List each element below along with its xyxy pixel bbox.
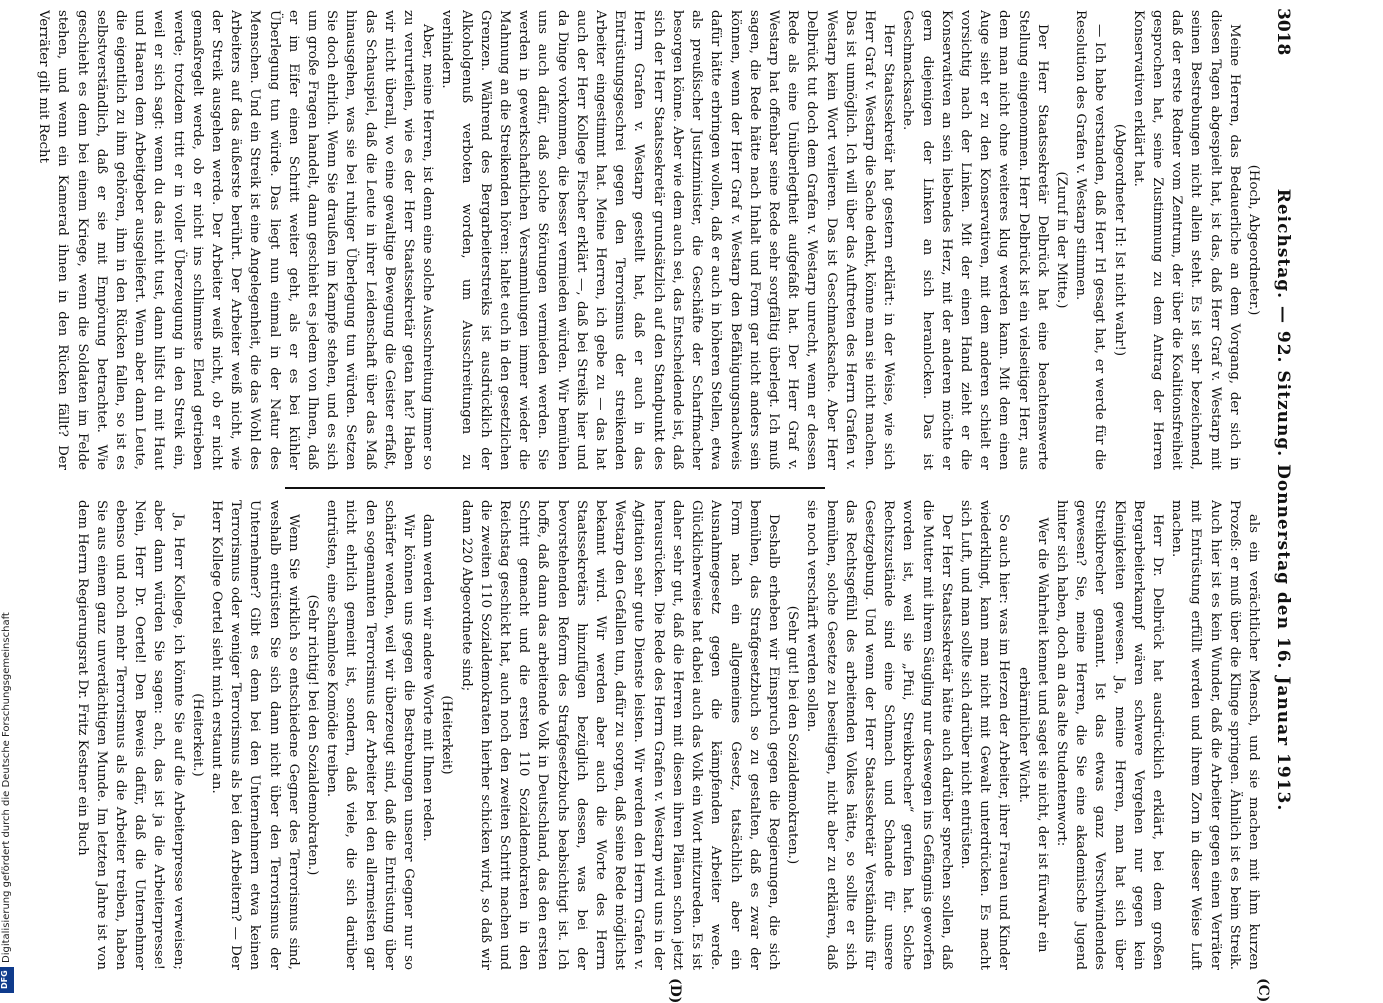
interjection: (Sehr richtig! bei den Sozialdemokraten.): [305, 594, 321, 876]
paragraph: Meine Herren, das Bedauerliche an dem Vorgang, der sich in diesen Tagen abgespielt hat, ist das, daß Herr Graf v. Westarp mit seinen Bestrebungen nicht allein steht. Es ist sehr bezeichnend, daß der erste Redner vom Zentrum, der über die Koalitionsfreiheit gesprochen hat, seine Zustimmung zu dem Antrag der Herren Konservativen erklärt hat.: [1130, 10, 1242, 470]
dfg-logo-text: DFG: [0, 970, 9, 989]
right-column: [10, 500, 1263, 970]
verse: Wer die Wahrheit kennet und saget sie nicht, der ist fürwahr ein erbärmlicher Wicht.: [1015, 517, 1050, 953]
digitization-footer: Digitalisierung gefördert durch die Deutsche Forschungsgemeinschaft DFG: [0, 600, 14, 995]
paragraph: Der Herr Staatssekretär hätte auch darüber sprechen sollen, daß die Mutter mit ihrem Säugling nur deswegen ins Gefängnis geworfen worden ist, weil sie „Pfui, Streikbrecher“ gerufen hat. Solche Rechtszustände sind eine Schmach und Schande für unsere Gesetzgebung. Und wenn der Herr Staatssekretär Verständnis für das Rechtsgefühl des arbeitenden Volkes hätte, so sollte er sich bemühen, solche Gesetze zu beseitigen, nicht aber zu erklären, daß sie noch verschärft werden sollen.: [804, 500, 954, 970]
paragraph: Wenn Sie wirklich so entschiedene Gegner des Terrorismus sind, weshalb entrüsten Sie sich dann nicht über den Terrorismus der Unternehmer? Gibt es denn bei den Unternehmern etwa keinen Terrorismus oder weniger Terrorismus als bei den Arbeitern? — Der Herr Kollege Oertel sieht mich erstaunt an.: [209, 500, 301, 970]
paragraph: Herr Dr. Delbrück hat ausdrücklich erklärt, bei dem großen Bergarbeiterkampf wären schwere Vergehen nur gegen kein Kleinigkeiten gewesen. Ja, meine Herren, man hat sich über Streikbrecher genannt. Ist das etwas ganz Verschwindendes gewesen? Sie, meine Herren, die Sie eine akademische Jugend hinter sich haben, doch an das alte Studentenwort:: [1053, 500, 1165, 970]
running-title: Reichstag. — 92. Sitzung. Donnerstag den 16. Januar 1913.: [1273, 188, 1293, 812]
paragraph: Der Herr Staatssekretär Delbrück hat eine beachtenswerte Stellung eingenommen. Herr Delbrück ist ein vielseitiger Herr, aus dem man nicht ohne weiteres klug werden kann. Mit dem einen Auge sieht er zu den Konservativen, mit dem anderen schielt er vorsichtig nach der Linken. Mit der einen Hand zieht er die Konservativen an sein liebendes Herz, mit der anderen möchte er gern diejenigen der Linken an sich heranlocken. Das ist Geschmacksache.: [900, 10, 1050, 470]
interjection: (Heiterkeit): [439, 695, 455, 775]
paragraph: als ein verächtlicher Mensch, und sie machen mit ihm kurzen Prozeß: er muß über die Klinge springen. Ähnlich ist es beim Streik. Auch hier ist es kein Wunder, daß die Arbeiter gegen einen Verräter mit Entrüstung erfüllt werden und ihrem Zorn in dieser Weise Luft machen.: [1169, 500, 1261, 970]
speaker-line: (Hoch, Abgeordneter.): [1246, 164, 1261, 316]
paragraph: Herr Staatssekretär hat gestern erklärt: in der Weise, wie sich Herr Graf v. Westarp die Sache denkt, könne man sie nicht machen. Das ist unmöglich. Ich will über das Auftreten des Herrn Grafen v. Westarp kein Wort verlieren. Das ist Geschmacksache. Aber Herr Delbrück tut doch dem Grafen v. Westarp unrecht, wenn er dessen Rede als eine Unüberlegtheit aufgefaßt hat. Der Herr Graf v. Westarp hat offenbar seine Rede sehr sorgfältig überlegt. Ich muß sagen, die Rede hätte nach Inhalt und Form gar nicht anders sein können, wenn der Herr Graf v. Westarp den Befähigungsnachweis dafür hätte erbringen wollen, daß er auch in höheren Stellen, etwa als preußischer Justizminister, die Geschäfte der Scharfmacher besorgen könne. Aber wie dem auch sei, das Entscheidende ist, daß sich der Herr Staatssekretär grundsätzlich auf den Standpunkt des Herrn Grafen v. Westarp gestellt hat, daß er auch in das Entrüstungsgeschrei gegen den Terrorismus der streikenden Arbeiter eingestimmt hat. Meine Herren, ich gebe zu — das hat auch der Herr Kollege Fischer erklärt —, daß bei Streiks hier und da Dinge vorkommen, die besser vermieden würden. Wir bemühen uns auch dafür, daß solche Störungen vermieden werden. Sie werden in gewerkschaftlichen Versammlungen immer wieder die Mahnung an die Streikenden hören: haltet euch in den gesetzlichen Grenzen. Während des Bergarbeiterstreiks ist ausdrücklich der Alkoholgenuß verboten worden, um Ausschreitungen zu verhindern.: [439, 10, 897, 470]
left-column: [10, 10, 1263, 470]
dfg-logo-icon: [0, 967, 14, 993]
page-header: [1267, 8, 1297, 992]
paragraph: So auch hier: was im Herzen der Arbeiter, ihrer Frauen und Kinder wiederklingt, kann man nicht mit Gewalt unterdrücken. Es macht sich Luft, und man sollte sich darüber nicht entrüsten.: [957, 500, 1012, 970]
page-number: 3018: [1273, 8, 1293, 56]
paragraph: Deshalb erheben wir Einspruch gegen die Regierungen, die sich bemühen, das Strafgesetzbuch so zu gestalten, daß es zwar der Form nach ein allgemeines Gesetz, tatsächlich aber ein Ausnahmegesetz gegen die kämpfenden Arbeiter werde. Glücklicherweise hat dabei auch das Volk ein Wort mitzureden. Es ist daher sehr gut, daß die Herren mit diesen ihren Plänen schon jetzt herausrücken. Die Rede des Herrn Grafen v. Westarp wird uns in der Agitation sehr gute Dienste leisten. Wir werden den Herrn Grafen v. Westarp den Gefallen tun, dafür zu sorgen, daß seine Rede möglichst bekannt wird. Wir werden aber auch die Worte des Herrn Staatssekretärs hinzufügen bezüglich dessen, was bei der bevorstehenden Reform des Strafgesetzbuchs beabsichtigt ist. Ich hoffe, daß dann das arbeitende Volk in Deutschland, das den ersten Schritt gemacht und die ersten 110 Sozialdemokraten in den Reichstag geschickt hat, auch noch den zweiten Schritt machen und die zweiten 110 Sozialdemokraten hierher schicken wird, so daß wir dann 220 Abgeordnete sind;: [458, 500, 781, 970]
margin-marker-c: (C): [1255, 978, 1271, 1003]
interjection: (Sehr gut! bei den Sozialdemokraten.): [785, 605, 801, 865]
paragraph: Aber, meine Herren, ist denn eine solche Ausschreitung immer so zu verurteilen, wie es der Herr Staatssekretär getan hat? Haben wir nicht überall, wo eine gewaltige Bewegung die Geister erfaßt, das Schauspiel, daß die Leute in ihrer Leidenschaft über das Maß hinausgehen, was sie bei ruhiger Überlegung tun würden. Setzen Sie doch ehrlich. Wenn Sie draußen im Kampfe stehen, und es sich um große Fragen handelt, dann geschieht es jedem von Ihnen, daß er im Eifer einen Schritt weiter geht, als er es bei kühler Überlegung tun würde. Das liegt nun einmal in der Natur des Menschen. Und ein Streik ist eine Angelegenheit, die das Wohl des Arbeiters auf das äußerste berührt. Der Arbeiter weiß nicht, wie der Streik ausgehen werde. Der Arbeiter weiß nicht, ob er nicht gemaßregelt werde, ob er nicht ins schlimmste Elend getrieben werde; trotzdem tritt er in voller Überzeugung in den Streik ein, weil er sich sagt: wenn du das nicht tust, dann hilfst du mit Haut und Haaren dem Arbeitgeber ausgeliefert. Wenn aber dann Leute, die eigentlich zu ihm gehören, ihm in den Rücken fallen, so ist es selbstverständlich, daß er sie mit Empörung betrachtet. Wie geschieht es denn bei einem Kriege, wenn die Soldaten im Felde stehen, und wenn ein Kamerad ihnen in den Rücken fällt? Der Verräter gilt mit Recht: [36, 10, 436, 470]
interjection: (Heiterkeit.): [189, 693, 205, 777]
interjection: (Zuruf in der Mitte.): [1053, 171, 1069, 309]
paragraph: dann werden wir andere Worte mit Ihnen reden.: [420, 514, 436, 842]
column-divider: [285, 487, 825, 489]
paragraph: — Ich habe verstanden, daß Herr Irl gesagt hat, er werde für die Resolution des Grafen v. Westarp stimmen.: [1073, 10, 1108, 470]
paragraph: Ja, Herr Kollege, ich könnte Sie auf die Arbeiterpresse verweisen; aber dann würden Sie sagen: ach, das ist ja die Arbeiterpresse! Nein, Herr Dr. Oertel! Den Beweis dafür, daß die Unternehmer ebenso und noch mehr Terrorismus als die Arbeiter treiben, haben Sie aus einem ganz unverdächtigen Munde. Im letzten Jahre ist von dem Herrn Regierungsrat Dr. Fritz Kestner ein Buch: [74, 500, 186, 970]
paragraph: Wir können uns gegen die Bestrebungen unserer Gegner nur so schärfer wenden, weil wir überzeugt sind, daß die Entrüstung über den sogenannten Terrorismus der Arbeiter bei den allermeisten gar nicht ehrlich gemeint ist, sondern, daß viele, die sich darüber entrüsten, eine schamlose Komödie treiben.: [324, 500, 417, 970]
interjection: (Abgeordneter Irl: Ist nicht wahr!): [1111, 123, 1127, 357]
margin-marker-d: (D): [667, 978, 683, 1003]
